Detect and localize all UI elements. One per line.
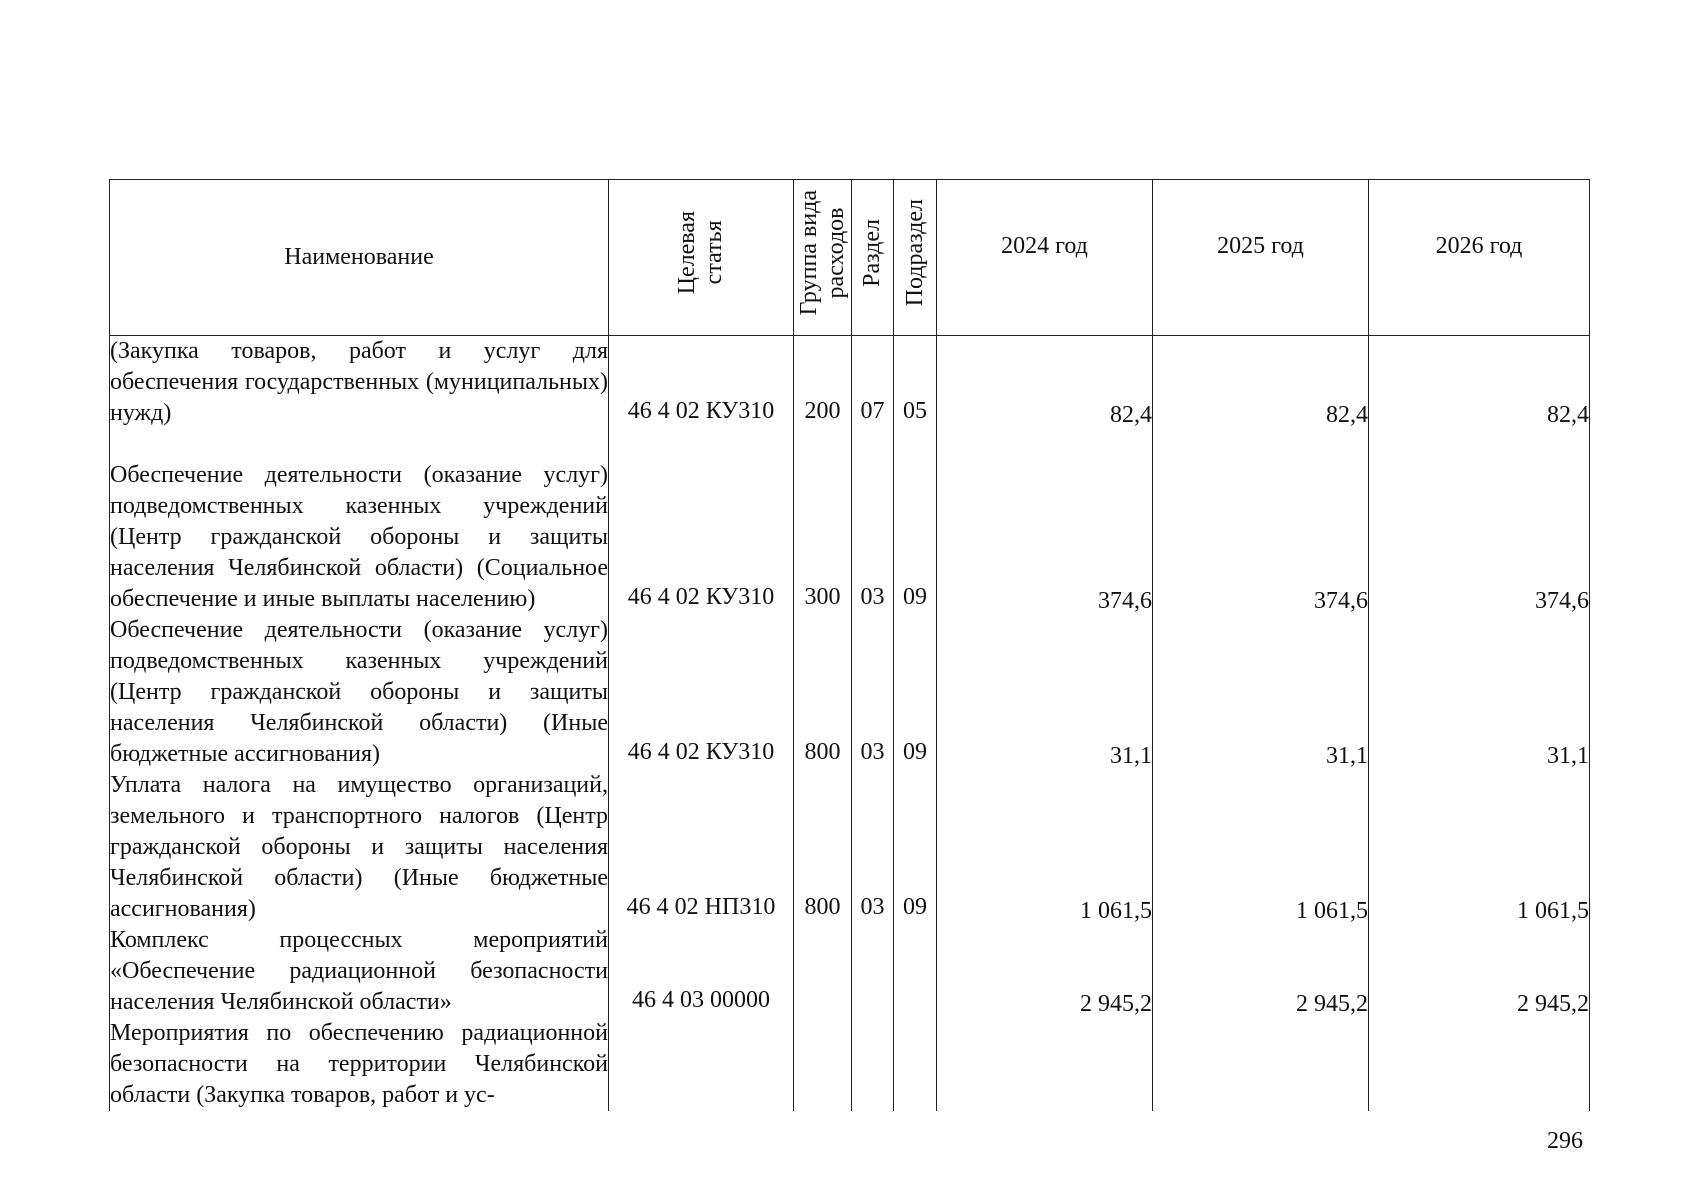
row-name: (Закупка товаров, работ и услуг для обеспечения государственных (муниципальных) нужд) — [110, 336, 609, 430]
row-section: 03 — [852, 770, 894, 925]
row-value-2026 — [1369, 1018, 1590, 1111]
row-target-article: 46 4 02 КУ310 — [609, 336, 794, 430]
row-value-2024-text: 1 061,5 — [1080, 898, 1152, 924]
table-row — [110, 1018, 1590, 1111]
row-value-2025-text: 2 945,2 — [1296, 991, 1368, 1017]
table-row — [110, 336, 1590, 430]
page-number: 296 — [1547, 1128, 1583, 1154]
header-expense-group — [794, 180, 852, 336]
table-row — [110, 925, 1590, 1018]
row-name: Комплекс процессных мероприятий «Обеспечение радиационной безопасности населения Челябинской области» — [110, 925, 609, 1018]
table-row — [110, 770, 1590, 925]
row-subsection: 09 — [894, 770, 937, 925]
row-subsection: 09 — [894, 429, 937, 615]
row-section: 03 — [852, 429, 894, 615]
header-name — [110, 180, 609, 336]
row-value-2026 — [1369, 770, 1590, 925]
header-year-2026 — [1369, 180, 1590, 336]
row-value-2024-text: 374,6 — [1098, 588, 1152, 614]
row-value-2025-text: 82,4 — [1326, 402, 1368, 428]
row-expense-group: 300 — [794, 429, 852, 615]
row-section: 07 — [852, 336, 894, 430]
budget-table — [109, 179, 1590, 1111]
row-target-article: 46 4 02 НП310 — [609, 770, 794, 925]
table-row — [110, 429, 1590, 615]
header-subsection — [894, 180, 937, 336]
header-target-article — [609, 180, 794, 336]
row-value-2025 — [1153, 615, 1369, 770]
header-year-2024-label: 2024 год — [1001, 233, 1088, 259]
row-value-2025-text: 374,6 — [1314, 588, 1368, 614]
row-value-2026 — [1369, 615, 1590, 770]
header-year-2025-label: 2025 год — [1217, 233, 1304, 259]
row-subsection: 09 — [894, 615, 937, 770]
row-value-2025 — [1153, 429, 1369, 615]
row-subsection — [894, 1018, 937, 1111]
row-value-2024 — [937, 336, 1153, 430]
row-value-2025-text: 1 061,5 — [1296, 898, 1368, 924]
header-expense-group-label — [796, 190, 850, 315]
row-value-2026 — [1369, 925, 1590, 1018]
header-target-article-label — [674, 211, 728, 294]
row-name: Уплата налога на имущество организаций, земельного и транспортного налогов (Центр гражданской обороны и защиты населения Челябинской области) (Иные бюджетные ассигнования) — [110, 770, 609, 925]
row-expense-group: 800 — [794, 770, 852, 925]
row-expense-group: 200 — [794, 336, 852, 430]
header-target-article-line2: статья — [701, 221, 727, 285]
row-value-2025 — [1153, 925, 1369, 1018]
header-subsection-label: Подраздел — [901, 199, 928, 307]
row-section: 03 — [852, 615, 894, 770]
row-value-2025 — [1153, 1018, 1369, 1111]
row-subsection — [894, 925, 937, 1018]
row-section — [852, 925, 894, 1018]
row-value-2026 — [1369, 429, 1590, 615]
row-section — [852, 1018, 894, 1111]
row-name: Обеспечение деятельности (оказание услуг) подведомственных казенных учреждений (Центр гражданской обороны и защиты населения Челябинской области) (Социальное обеспечение и иные выплаты населению) — [110, 429, 609, 615]
row-value-2025 — [1153, 336, 1369, 430]
row-value-2024 — [937, 925, 1153, 1018]
row-value-2026-text: 82,4 — [1547, 402, 1589, 428]
row-subsection: 05 — [894, 336, 937, 430]
header-expense-group-line2: расходов — [822, 207, 849, 299]
header-section-label: Раздел — [859, 219, 885, 287]
row-target-article: 46 4 03 00000 — [609, 925, 794, 1018]
header-expense-group-line1: Группа вида — [795, 190, 822, 316]
row-target-article: 46 4 02 КУ310 — [609, 429, 794, 615]
row-target-article — [609, 1018, 794, 1111]
row-value-2024-text: 2 945,2 — [1080, 991, 1152, 1017]
header-year-2024 — [937, 180, 1153, 336]
row-value-2024 — [937, 770, 1153, 925]
header-target-article-line1: Целевая — [674, 211, 700, 295]
row-value-2026-text: 1 061,5 — [1517, 898, 1589, 924]
table-header — [110, 180, 1590, 336]
row-value-2024 — [937, 429, 1153, 615]
header-year-2026-label: 2026 год — [1435, 233, 1523, 259]
row-value-2025 — [1153, 770, 1369, 925]
row-target-article: 46 4 02 КУ310 — [609, 615, 794, 770]
row-value-2024-text: 82,4 — [1110, 402, 1152, 428]
header-section — [852, 180, 894, 336]
row-expense-group: 800 — [794, 615, 852, 770]
row-name: Мероприятия по обеспечению радиационной безопасности на территории Челябинской области (Закупка товаров, работ и ус- — [110, 1018, 609, 1111]
row-expense-group — [794, 1018, 852, 1111]
header-name-label: Наименование — [284, 244, 434, 270]
row-value-2024-text: 31,1 — [1110, 743, 1152, 769]
row-value-2025-text: 31,1 — [1326, 743, 1368, 769]
header-year-2025 — [1153, 180, 1369, 336]
row-expense-group — [794, 925, 852, 1018]
row-value-2026-text: 2 945,2 — [1517, 991, 1589, 1017]
row-value-2026-text: 374,6 — [1535, 588, 1589, 614]
row-value-2024 — [937, 615, 1153, 770]
table-row — [110, 615, 1590, 770]
table-body — [110, 336, 1590, 1112]
row-value-2024 — [937, 1018, 1153, 1111]
row-name: Обеспечение деятельности (оказание услуг) подведомственных казенных учреждений (Центр гражданской обороны и защиты населения Челябинской области) (Иные бюджетные ассигнования) — [110, 615, 609, 770]
row-value-2026-text: 31,1 — [1547, 743, 1589, 769]
row-value-2026 — [1369, 336, 1590, 430]
